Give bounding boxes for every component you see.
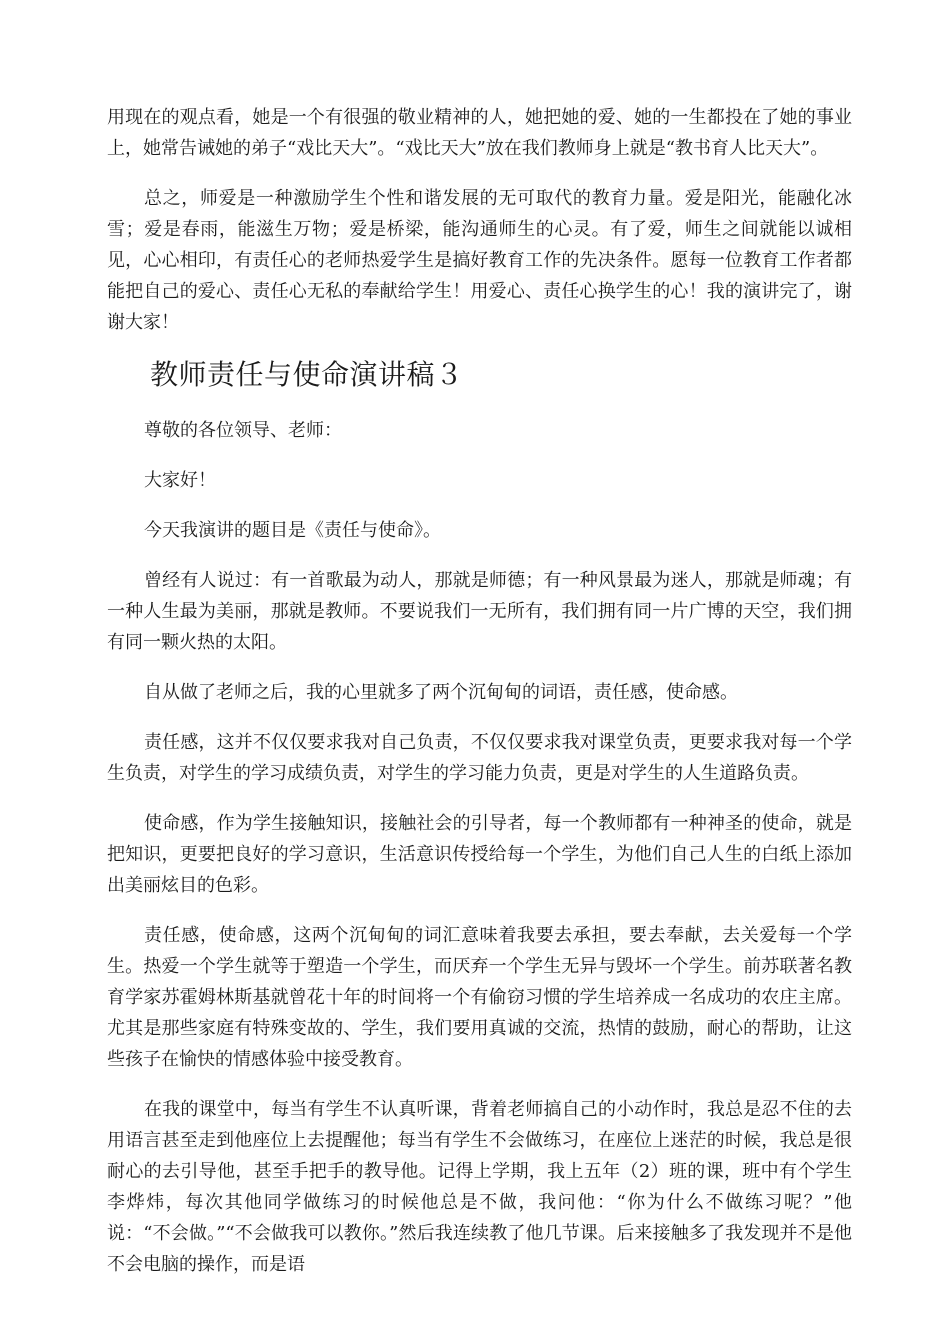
document-page — [107, 102, 852, 1299]
paragraph: 责任感，使命感，这两个沉甸甸的词汇意味着我要去承担，要去奉献，去关爱每一个学生。热爱一个学生就等于塑造一个学生，而厌弃一个学生无异与毁坏一个学生。前苏联著名教育学家苏霍姆林斯基就曾花十年的时间将一个有偷窃习惯的学生培养成一名成功的农庄主席。尤其是那些家庭有特殊变故的、学生，我们要用真诚的交流，热情的鼓励，耐心的帮助，让这些孩子在愉快的情感体验中接受教育。 — [107, 925, 852, 1070]
greeting: 大家好！ — [144, 470, 216, 491]
section-title: 教师责任与使命演讲稿３ — [150, 358, 464, 391]
paragraph: 总之，师爱是一种激励学生个性和谐发展的无可取代的教育力量。爱是阳光，能融化冰雪；爱是春雨，能滋生万物；爱是桥梁，能沟通师生的心灵。有了爱，师生之间就能以诚相见，心心相印，有责任心的老师热爱学生是搞好教育工作的先决条件。愿每一位教育工作者都能把自己的爱心、责任心无私的奉献给学生！用爱心、责任心换学生的心！我的演讲完了，谢谢大家！ — [107, 188, 852, 333]
paragraph: 曾经有人说过：有一首歌最为动人，那就是师德；有一种风景最为迷人，那就是师魂；有一种人生最为美丽，那就是教师。不要说我们一无所有，我们拥有同一片广博的天空，我们拥有同一颗火热的太阳。 — [107, 570, 852, 653]
paragraph: 责任感，这并不仅仅要求我对自己负责，不仅仅要求我对课堂负责，更要求我对每一个学生负责，对学生的学习成绩负责，对学生的学习能力负责，更是对学生的人生道路负责。 — [107, 732, 852, 784]
paragraph: 用现在的观点看，她是一个有很强的敬业精神的人，她把她的爱、她的一生都投在了她的事业上，她常告诫她的弟子“戏比天大”。“戏比天大”放在我们教师身上就是“教书育人比天大”。 — [107, 107, 852, 159]
paragraph: 自从做了老师之后，我的心里就多了两个沉甸甸的词语，责任感，使命感。 — [144, 682, 738, 703]
paragraph: 今天我演讲的题目是《责任与使命》。 — [144, 520, 441, 541]
paragraph: 在我的课堂中，每当有学生不认真听课，背着老师搞自己的小动作时，我总是忍不住的去用语言甚至走到他座位上去提醒他；每当有学生不会做练习，在座位上迷茫的时候，我总是很耐心的去引导他，甚至手把手的教导他。记得上学期，我上五年（2）班的课，班中有个学生李烨炜，每次其他同学做练习的时候他总是不做，我问他：“你为什么不做练习呢？”他说：“不会做。”“不会做我可以教你。”然后我连续教了他几节课。后来接触多了我发现并不是他不会电脑的操作，而是语 — [107, 1099, 852, 1275]
paragraph: 使命感，作为学生接触知识，接触社会的引导者，每一个教师都有一种神圣的使命，就是把知识，更要把良好的学习意识，生活意识传授给每一个学生，为他们自己人生的白纸上添加出美丽炫目的色彩。 — [107, 813, 852, 896]
salutation: 尊敬的各位领导、老师： — [144, 420, 342, 441]
